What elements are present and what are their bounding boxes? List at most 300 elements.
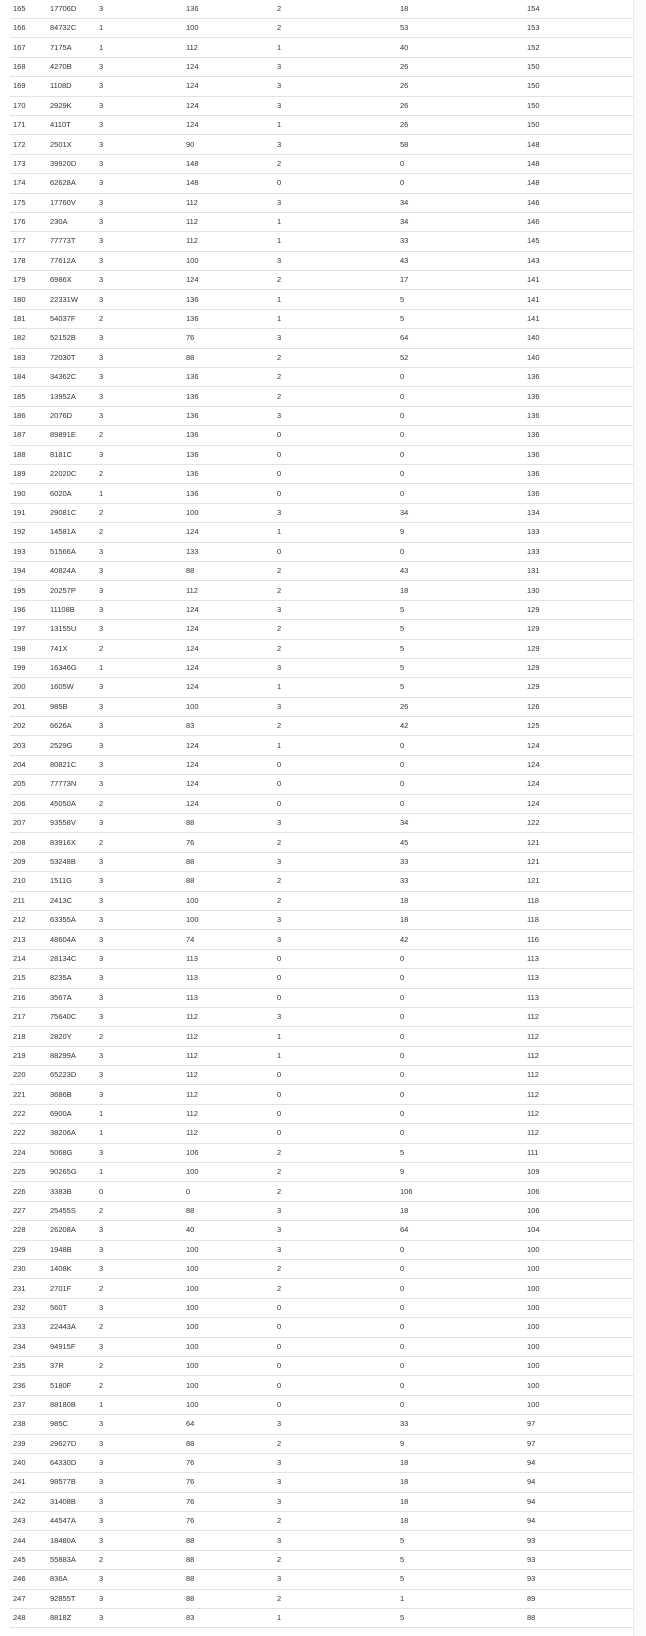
table-row <box>10 658 634 677</box>
col4-cell: 40 <box>183 1221 274 1240</box>
col5-cell: 2 <box>274 1434 397 1453</box>
col3-cell: 2 <box>96 309 183 328</box>
table-row <box>10 988 634 1007</box>
col4-cell: 133 <box>183 542 274 561</box>
rank-cell: 219 <box>10 1046 47 1065</box>
id-cell: 16346G <box>47 658 96 677</box>
col3-cell: 3 <box>96 1143 183 1162</box>
table-row <box>10 814 634 833</box>
total-cell: 100 <box>524 1318 634 1337</box>
col3-cell: 2 <box>96 523 183 542</box>
col5-cell: 3 <box>274 910 397 929</box>
table-row <box>10 232 634 251</box>
col3-cell: 3 <box>96 1589 183 1608</box>
table-row <box>10 1512 634 1531</box>
id-cell: 560T <box>47 1298 96 1317</box>
col3-cell: 3 <box>96 1473 183 1492</box>
col6-cell: 0 <box>397 988 524 1007</box>
col5-cell: 2 <box>274 1550 397 1569</box>
col4-cell: 100 <box>183 1279 274 1298</box>
id-cell: 17706D <box>47 0 96 19</box>
table-row <box>10 1085 634 1104</box>
id-cell: 51566A <box>47 542 96 561</box>
col3-cell: 3 <box>96 678 183 697</box>
table-row <box>10 697 634 716</box>
rank-cell: 214 <box>10 949 47 968</box>
col6-cell: 9 <box>397 1163 524 1182</box>
col4-cell: 136 <box>183 445 274 464</box>
total-cell: 116 <box>524 930 634 949</box>
col6-cell: 0 <box>397 775 524 794</box>
rank-cell: 203 <box>10 736 47 755</box>
col4-cell: 112 <box>183 232 274 251</box>
total-cell: 112 <box>524 1124 634 1143</box>
col6-cell: 18 <box>397 1473 524 1492</box>
col6-cell: 5 <box>397 1143 524 1162</box>
total-cell: 124 <box>524 794 634 813</box>
col5-cell: 2 <box>274 1589 397 1608</box>
col5-cell: 3 <box>274 1240 397 1259</box>
total-cell: 136 <box>524 484 634 503</box>
col3-cell: 3 <box>96 57 183 76</box>
col4-cell: 76 <box>183 833 274 852</box>
col6-cell: 33 <box>397 232 524 251</box>
col3-cell: 3 <box>96 736 183 755</box>
col5-cell: 0 <box>274 1376 397 1395</box>
table-row <box>10 1201 634 1220</box>
table-row <box>10 1453 634 1472</box>
col3-cell: 3 <box>96 348 183 367</box>
col4-cell: 100 <box>183 1395 274 1414</box>
col6-cell: 5 <box>397 1609 524 1628</box>
rank-cell: 230 <box>10 1260 47 1279</box>
col5-cell: 2 <box>274 639 397 658</box>
total-cell: 148 <box>524 174 634 193</box>
col3-cell: 3 <box>96 1240 183 1259</box>
total-cell: 112 <box>524 1027 634 1046</box>
col3-cell: 3 <box>96 1492 183 1511</box>
col5-cell: 2 <box>274 872 397 891</box>
rank-cell: 216 <box>10 988 47 1007</box>
id-cell: 40824A <box>47 561 96 580</box>
id-cell: 84732C <box>47 19 96 38</box>
col3-cell: 3 <box>96 1066 183 1085</box>
table-row <box>10 309 634 328</box>
table-row <box>10 57 634 76</box>
vertical-scrollbar[interactable] <box>633 0 646 1636</box>
col5-cell: 1 <box>274 678 397 697</box>
rank-cell: 246 <box>10 1570 47 1589</box>
col5-cell: 0 <box>274 464 397 483</box>
col3-cell: 3 <box>96 1298 183 1317</box>
id-cell: 77612A <box>47 251 96 270</box>
col5-cell: 2 <box>274 1182 397 1201</box>
total-cell: 129 <box>524 658 634 677</box>
col5-cell: 2 <box>274 1143 397 1162</box>
col4-cell: 100 <box>183 251 274 270</box>
rank-cell: 234 <box>10 1337 47 1356</box>
rank-cell: 204 <box>10 755 47 774</box>
total-cell: 154 <box>524 0 634 19</box>
total-cell: 113 <box>524 969 634 988</box>
col3-cell: 3 <box>96 212 183 231</box>
col4-cell: 76 <box>183 329 274 348</box>
rank-cell: 177 <box>10 232 47 251</box>
total-cell: 112 <box>524 1066 634 1085</box>
rank-cell: 169 <box>10 77 47 96</box>
id-cell: 54037F <box>47 309 96 328</box>
table-row <box>10 891 634 910</box>
id-cell: 8181C <box>47 445 96 464</box>
col4-cell: 148 <box>183 174 274 193</box>
id-cell: 29627D <box>47 1434 96 1453</box>
table-row <box>10 193 634 212</box>
col6-cell: 18 <box>397 1512 524 1531</box>
col4-cell: 88 <box>183 1201 274 1220</box>
id-cell: 2501X <box>47 135 96 154</box>
rank-cell: 221 <box>10 1085 47 1104</box>
col6-cell: 5 <box>397 639 524 658</box>
table-row <box>10 1473 634 1492</box>
id-cell: 45050A <box>47 794 96 813</box>
rank-cell: 199 <box>10 658 47 677</box>
col4-cell: 100 <box>183 697 274 716</box>
id-cell: 14581A <box>47 523 96 542</box>
rank-cell: 224 <box>10 1143 47 1162</box>
table-row <box>10 464 634 483</box>
rank-cell: 191 <box>10 503 47 522</box>
table-row <box>10 38 634 57</box>
col6-cell: 26 <box>397 115 524 134</box>
col6-cell: 34 <box>397 503 524 522</box>
col5-cell: 1 <box>274 1027 397 1046</box>
col3-cell: 3 <box>96 1609 183 1628</box>
col6-cell: 18 <box>397 581 524 600</box>
col5-cell: 3 <box>274 503 397 522</box>
col4-cell: 83 <box>183 1609 274 1628</box>
col6-cell: 17 <box>397 271 524 290</box>
col3-cell: 3 <box>96 406 183 425</box>
col4-cell: 64 <box>183 1415 274 1434</box>
col5-cell: 3 <box>274 57 397 76</box>
id-cell: 53248B <box>47 852 96 871</box>
total-cell: 89 <box>524 1589 634 1608</box>
col4-cell: 90 <box>183 135 274 154</box>
total-cell: 121 <box>524 872 634 891</box>
col6-cell: 0 <box>397 387 524 406</box>
rank-cell: 231 <box>10 1279 47 1298</box>
rank-cell: 171 <box>10 115 47 134</box>
col6-cell: 0 <box>397 949 524 968</box>
table-row <box>10 77 634 96</box>
col4-cell: 100 <box>183 503 274 522</box>
total-cell: 134 <box>524 503 634 522</box>
col3-cell: 3 <box>96 387 183 406</box>
col5-cell: 3 <box>274 814 397 833</box>
col5-cell: 3 <box>274 697 397 716</box>
col4-cell: 124 <box>183 115 274 134</box>
col5-cell: 3 <box>274 251 397 270</box>
col4-cell: 136 <box>183 406 274 425</box>
rank-cell: 218 <box>10 1027 47 1046</box>
table-row <box>10 212 634 231</box>
rank-cell: 226 <box>10 1182 47 1201</box>
col5-cell: 0 <box>274 1395 397 1414</box>
total-cell: 129 <box>524 678 634 697</box>
col6-cell: 0 <box>397 154 524 173</box>
id-cell: 741X <box>47 639 96 658</box>
table-row <box>10 1124 634 1143</box>
col6-cell: 18 <box>397 0 524 19</box>
id-cell: 92855T <box>47 1589 96 1608</box>
col5-cell: 3 <box>274 1201 397 1220</box>
col5-cell: 2 <box>274 387 397 406</box>
col3-cell: 3 <box>96 0 183 19</box>
total-cell: 106 <box>524 1201 634 1220</box>
table-row <box>10 135 634 154</box>
table-row <box>10 1337 634 1356</box>
total-cell: 100 <box>524 1337 634 1356</box>
col5-cell: 2 <box>274 620 397 639</box>
id-cell: 2413C <box>47 891 96 910</box>
col5-cell: 0 <box>274 988 397 1007</box>
col3-cell: 3 <box>96 1337 183 1356</box>
id-cell: 55883A <box>47 1550 96 1569</box>
table-row <box>10 775 634 794</box>
table-row <box>10 1027 634 1046</box>
id-cell: 62628A <box>47 174 96 193</box>
col5-cell: 3 <box>274 193 397 212</box>
col6-cell: 9 <box>397 523 524 542</box>
table-row <box>10 852 634 871</box>
col4-cell: 88 <box>183 1531 274 1550</box>
col6-cell: 0 <box>397 736 524 755</box>
total-cell: 126 <box>524 697 634 716</box>
total-cell: 129 <box>524 639 634 658</box>
table-row <box>10 1415 634 1434</box>
rank-cell: 233 <box>10 1318 47 1337</box>
col3-cell: 2 <box>96 639 183 658</box>
col4-cell: 136 <box>183 309 274 328</box>
id-cell: 83916X <box>47 833 96 852</box>
col6-cell: 0 <box>397 1318 524 1337</box>
col6-cell: 18 <box>397 1492 524 1511</box>
col3-cell: 2 <box>96 833 183 852</box>
total-cell: 143 <box>524 251 634 270</box>
rank-cell: 211 <box>10 891 47 910</box>
col6-cell: 0 <box>397 1085 524 1104</box>
col6-cell: 0 <box>397 1376 524 1395</box>
col3-cell: 3 <box>96 717 183 736</box>
col5-cell: 2 <box>274 271 397 290</box>
table-row <box>10 387 634 406</box>
total-cell: 124 <box>524 755 634 774</box>
total-cell: 140 <box>524 329 634 348</box>
rank-cell: 166 <box>10 19 47 38</box>
col3-cell: 3 <box>96 581 183 600</box>
total-cell: 136 <box>524 368 634 387</box>
col5-cell: 2 <box>274 0 397 19</box>
total-cell: 118 <box>524 891 634 910</box>
total-cell: 130 <box>524 581 634 600</box>
id-cell: 88180B <box>47 1395 96 1414</box>
total-cell: 109 <box>524 1163 634 1182</box>
col3-cell: 3 <box>96 271 183 290</box>
col4-cell: 76 <box>183 1492 274 1511</box>
table-row <box>10 542 634 561</box>
table-row <box>10 620 634 639</box>
total-cell: 148 <box>524 154 634 173</box>
col6-cell: 0 <box>397 1066 524 1085</box>
col6-cell: 5 <box>397 309 524 328</box>
id-cell: 8235A <box>47 969 96 988</box>
table-row <box>10 1395 634 1414</box>
col4-cell: 100 <box>183 1356 274 1375</box>
col5-cell: 1 <box>274 290 397 309</box>
col4-cell: 112 <box>183 1046 274 1065</box>
table-row <box>10 1570 634 1589</box>
col4-cell: 112 <box>183 1104 274 1123</box>
col5-cell: 3 <box>274 930 397 949</box>
col3-cell: 1 <box>96 484 183 503</box>
col6-cell: 5 <box>397 1531 524 1550</box>
id-cell: 94915F <box>47 1337 96 1356</box>
table-row <box>10 717 634 736</box>
total-cell: 112 <box>524 1085 634 1104</box>
col5-cell: 0 <box>274 1085 397 1104</box>
col6-cell: 26 <box>397 57 524 76</box>
id-cell: 13155U <box>47 620 96 639</box>
id-cell: 4110T <box>47 115 96 134</box>
col3-cell: 3 <box>96 1221 183 1240</box>
col6-cell: 0 <box>397 445 524 464</box>
total-cell: 136 <box>524 445 634 464</box>
rank-cell: 229 <box>10 1240 47 1259</box>
col3-cell: 3 <box>96 542 183 561</box>
rank-cell: 248 <box>10 1609 47 1628</box>
id-cell: 75640C <box>47 1007 96 1026</box>
col6-cell: 64 <box>397 329 524 348</box>
rank-cell: 186 <box>10 406 47 425</box>
col5-cell: 2 <box>274 368 397 387</box>
col5-cell: 3 <box>274 852 397 871</box>
table-row <box>10 872 634 891</box>
col5-cell: 3 <box>274 406 397 425</box>
col6-cell: 5 <box>397 600 524 619</box>
col6-cell: 64 <box>397 1221 524 1240</box>
rank-cell: 217 <box>10 1007 47 1026</box>
col3-cell: 2 <box>96 1550 183 1569</box>
ranking-table <box>10 0 634 1628</box>
total-cell: 100 <box>524 1395 634 1414</box>
total-cell: 113 <box>524 988 634 1007</box>
col4-cell: 112 <box>183 38 274 57</box>
id-cell: 1408K <box>47 1260 96 1279</box>
id-cell: 1108D <box>47 77 96 96</box>
col5-cell: 0 <box>274 1104 397 1123</box>
id-cell: 3567A <box>47 988 96 1007</box>
id-cell: 98577B <box>47 1473 96 1492</box>
rank-cell: 174 <box>10 174 47 193</box>
table-row <box>10 1531 634 1550</box>
total-cell: 131 <box>524 561 634 580</box>
col3-cell: 3 <box>96 96 183 115</box>
id-cell: 34362C <box>47 368 96 387</box>
rank-cell: 179 <box>10 271 47 290</box>
col6-cell: 0 <box>397 1007 524 1026</box>
col5-cell: 1 <box>274 1046 397 1065</box>
table-row <box>10 1318 634 1337</box>
total-cell: 100 <box>524 1260 634 1279</box>
id-cell: 2929K <box>47 96 96 115</box>
col5-cell: 3 <box>274 135 397 154</box>
col6-cell: 0 <box>397 1279 524 1298</box>
table-row <box>10 794 634 813</box>
col4-cell: 136 <box>183 426 274 445</box>
col6-cell: 52 <box>397 348 524 367</box>
total-cell: 112 <box>524 1007 634 1026</box>
rank-cell: 205 <box>10 775 47 794</box>
total-cell: 129 <box>524 620 634 639</box>
total-cell: 104 <box>524 1221 634 1240</box>
col3-cell: 1 <box>96 1124 183 1143</box>
col3-cell: 3 <box>96 930 183 949</box>
total-cell: 153 <box>524 19 634 38</box>
col5-cell: 0 <box>274 1318 397 1337</box>
col6-cell: 5 <box>397 620 524 639</box>
table-row <box>10 581 634 600</box>
id-cell: 2076D <box>47 406 96 425</box>
col3-cell: 2 <box>96 1376 183 1395</box>
col4-cell: 112 <box>183 193 274 212</box>
col3-cell: 3 <box>96 620 183 639</box>
col4-cell: 136 <box>183 464 274 483</box>
col5-cell: 3 <box>274 96 397 115</box>
col3-cell: 3 <box>96 1453 183 1472</box>
col6-cell: 33 <box>397 852 524 871</box>
col6-cell: 0 <box>397 1104 524 1123</box>
col6-cell: 9 <box>397 1434 524 1453</box>
col5-cell: 0 <box>274 445 397 464</box>
rank-cell: 168 <box>10 57 47 76</box>
col4-cell: 74 <box>183 930 274 949</box>
col4-cell: 124 <box>183 96 274 115</box>
col4-cell: 100 <box>183 1260 274 1279</box>
col5-cell: 0 <box>274 1337 397 1356</box>
col6-cell: 0 <box>397 1027 524 1046</box>
col3-cell: 3 <box>96 1434 183 1453</box>
col4-cell: 100 <box>183 910 274 929</box>
col3-cell: 2 <box>96 1318 183 1337</box>
col4-cell: 83 <box>183 717 274 736</box>
col4-cell: 76 <box>183 1473 274 1492</box>
table-row <box>10 1104 634 1123</box>
col4-cell: 124 <box>183 736 274 755</box>
table-row <box>10 600 634 619</box>
col6-cell: 34 <box>397 814 524 833</box>
total-cell: 152 <box>524 38 634 57</box>
table-row <box>10 678 634 697</box>
table-row <box>10 949 634 968</box>
col4-cell: 88 <box>183 348 274 367</box>
table-row <box>10 755 634 774</box>
rank-cell: 165 <box>10 0 47 19</box>
rank-cell: 222 <box>10 1124 47 1143</box>
col6-cell: 33 <box>397 872 524 891</box>
col6-cell: 0 <box>397 1395 524 1414</box>
col4-cell: 88 <box>183 561 274 580</box>
col4-cell: 124 <box>183 755 274 774</box>
